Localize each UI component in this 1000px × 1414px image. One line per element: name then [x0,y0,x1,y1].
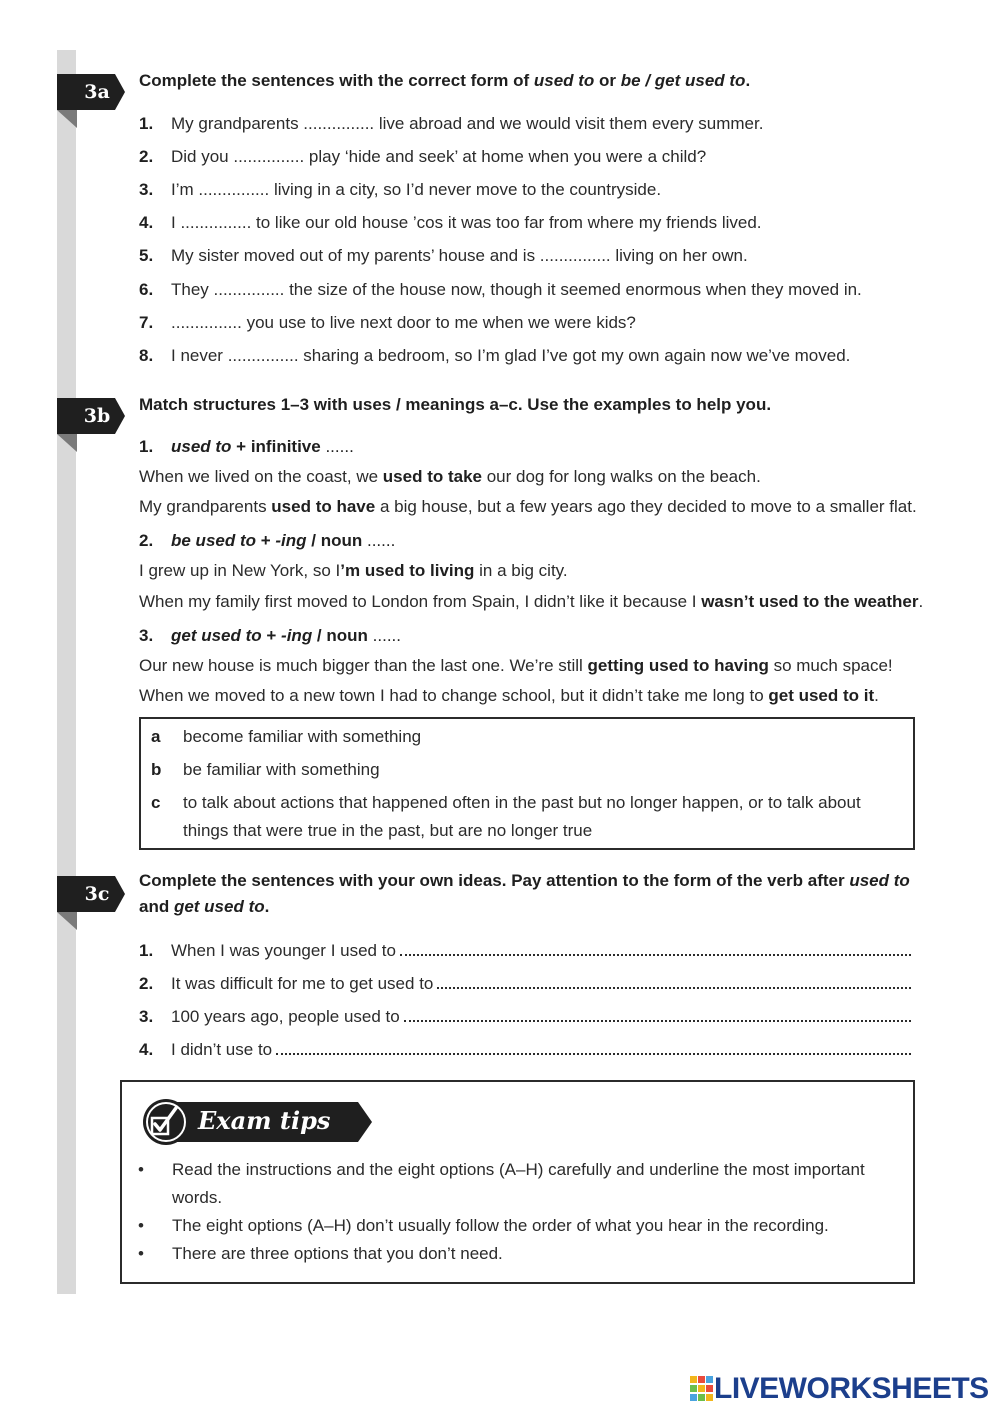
exercise-item: 1. My grandparents ............... live abroad and we would visit them every summer. [139,114,764,133]
badge-label: 3b [83,405,111,427]
section-3a-heading: Complete the sentences with the correct form of used to or be / get used to. [139,71,751,90]
exercise-item: 6. They ............... the size of the house now, though it seemed enormous when they moved in. [139,280,862,299]
answer-line[interactable] [404,1003,911,1022]
example-sentence: When we moved to a new town I had to change school, but it didn’t take me long to get used to it. [139,686,879,705]
fill-in-item: 3. 100 years ago, people used to [139,1003,911,1027]
badge-label: 3a [84,81,110,103]
section-3c-heading: Complete the sentences with your own ideas. Pay attention to the form of the verb after used to and get used to. [139,871,910,916]
answer-line[interactable] [437,970,911,989]
fill-in-item: 4. I didn’t use to [139,1036,911,1060]
exam-tips-header [142,1098,374,1146]
section-badge-3b [57,398,125,478]
exercise-item: 2. Did you ............... play ‘hide and seek’ at home when you were a child? [139,147,707,166]
fill-in-item: 1. When I was younger I used to [139,937,911,961]
exercise-item: 8. I never ............... sharing a bedroom, so I’m glad I’ve got my own again now we’ve moved. [139,346,851,365]
example-sentence: Our new house is much bigger than the last one. We’re still getting used to having so much space! [139,656,893,675]
example-sentence: My grandparents used to have a big house, but a few years ago they decided to move to a smaller flat. [139,497,917,516]
structure-1: 1. used to + infinitive ...... [139,437,354,456]
exam-tips-title: Exam tips [198,1106,331,1135]
structure-2: 2. be used to + -ing / noun ...... [139,531,396,550]
section-3b-heading: Match structures 1–3 with uses / meanings a–c. Use the examples to help you. [139,395,772,414]
answer-line[interactable] [400,937,911,956]
section-badge-3c [57,876,125,956]
exercise-item: 3. I’m ............... living in a city, so I’d never move to the countryside. [139,180,662,199]
meanings-box: a become familiar with something b be familiar with something c to talk about actions that happened often in the past but no longer happen, or to talk about things that were true in the past, but are no longer true [139,717,915,850]
logo-icon [690,1376,714,1402]
badge-label: 3c [84,883,110,905]
exam-tips-box: Exam tips • Read the instructions and the eight options (A–H) carefully and underline the most important words. • The eight options (A–H) don’t usually follow the order of what you hear in the recording. • There are three options that you don’t need. [120,1080,915,1284]
structure-3: 3. get used to + -ing / noun ...... [139,626,401,645]
exercise-item: 4. I ............... to like our old house ’cos it was too far from where my friends lived. [139,213,762,232]
example-sentence: I grew up in New York, so I’m used to living in a big city. [139,561,568,580]
answer-line[interactable] [276,1036,911,1055]
liveworksheets-logo[interactable] [690,1374,989,1404]
exercise-item: 5. My sister moved out of my parents’ house and is ............... living on her own. [139,246,748,265]
fill-in-item: 2. It was difficult for me to get used to [139,970,911,994]
section-badge-3a [57,74,125,154]
logo-text: LIVEWORKSHEETS [714,1372,989,1405]
exercise-item: 7. ............... you use to live next door to me when we were kids? [139,313,636,332]
margin-bar [57,50,76,1294]
example-sentence: When my family first moved to London from Spain, I didn’t like it because I wasn’t used to the weather. [139,592,924,611]
example-sentence: When we lived on the coast, we used to take our dog for long walks on the beach. [139,467,761,486]
